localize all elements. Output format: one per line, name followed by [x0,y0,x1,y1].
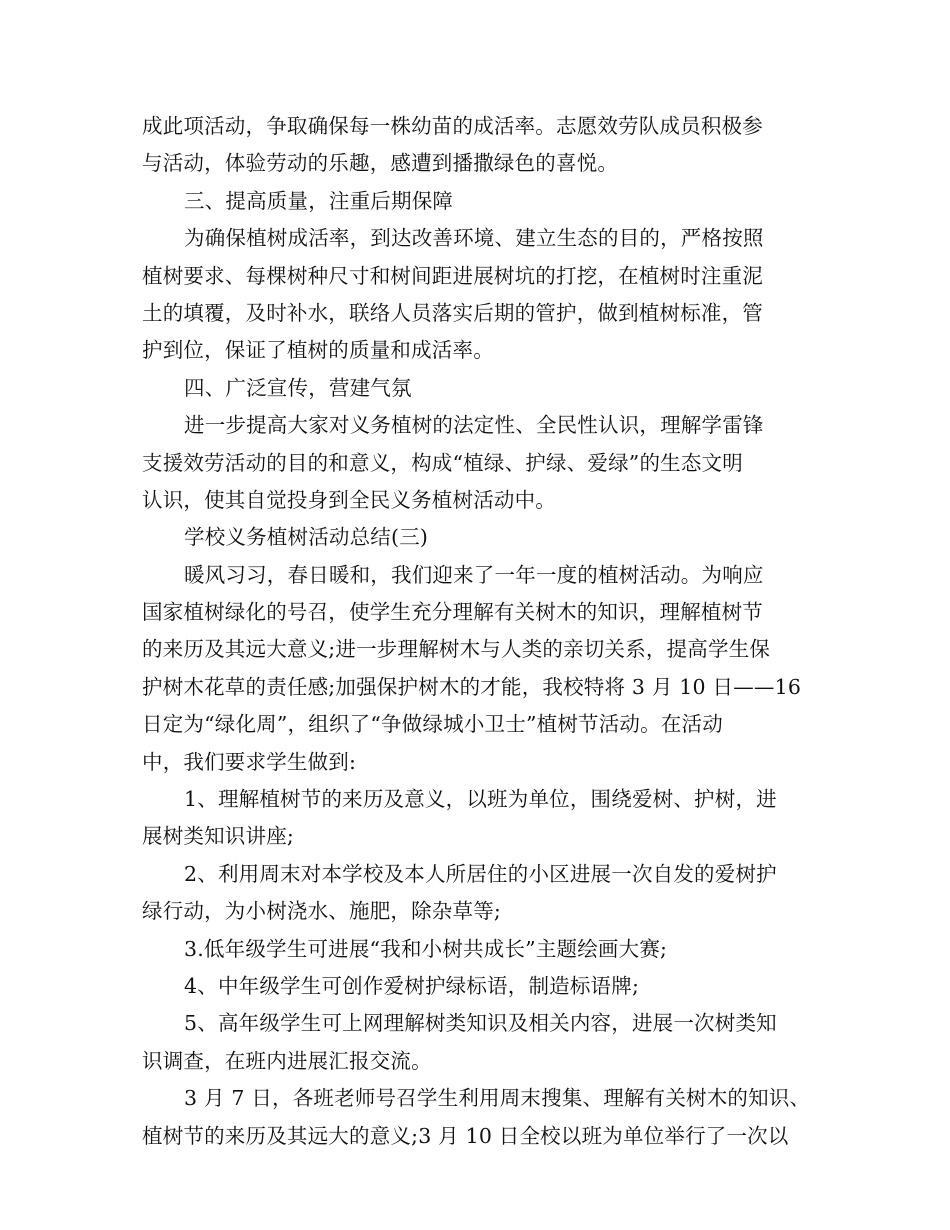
text-line: 1、理解植树节的来历及意义，以班为单位，围绕爱树、护树，进 [184,787,777,812]
text-line: 土的填覆，及时补水，联络人员落实后期的管护，做到植树标准，管 [142,300,763,325]
text-line: 植树节的来历及其远大的意义;3 月 10 日全校以班为单位举行了一次以 [142,1123,789,1148]
text-line: 植树要求、每棵树种尺寸和树间距进展树坑的打挖，在植树时注重泥 [142,263,763,288]
text-line: 成此项活动，争取确保每一株幼苗的成活率。志愿效劳队成员积极参 [142,114,763,138]
text-line: 3.低年级学生可进展“我和小树共成长”主题绘画大赛; [184,936,668,961]
text-line: 为确保植树成活率，到达改善环境、建立生态的目的，严格按照 [184,226,764,251]
text-line: 日定为“绿化周”，组织了“争做绿城小卫士”植树节活动。在活动 [142,712,723,737]
text-line: 三、提高质量，注重后期保障 [184,188,454,213]
text-line: 护到位，保证了植树的质量和成活率。 [142,338,494,363]
text-line: 识调查，在班内进展汇报交流。 [142,1048,432,1073]
text-line: 与活动，体验劳动的乐趣，感遭到播撒绿色的喜悦。 [142,151,619,176]
text-line: 护树木花草的责任感;加强保护树木的才能，我校特将 3 月 10 日——16 [142,674,802,699]
document-page [142,108,810,1155]
text-line: 5、高年级学生可上网理解树类知识及相关内容，进展一次树类知 [184,1011,777,1036]
text-line: 展树类知识讲座; [142,824,295,849]
text-line: 进一步提高大家对义务植树的法定性、全民性认识，理解学雷锋 [184,413,764,438]
text-line: 2、利用周末对本学校及本人所居住的小区进展一次自发的爱树护 [184,861,777,886]
text-line: 认识，使其自觉投身到全民义务植树活动中。 [142,487,556,512]
text-line: 四、广泛宣传，营建气氛 [184,375,412,400]
text-line: 4、中年级学生可创作爱树护绿标语，制造标语牌; [184,973,640,998]
text-line: 暖风习习，春日暖和，我们迎来了一年一度的植树活动。为响应 [184,562,764,587]
text-line: 的来历及其远大意义;进一步理解树木与人类的亲切关系，提高学生保 [142,637,771,662]
text-line: 绿行动，为小树浇水、施肥，除杂草等; [142,899,502,924]
text-line: 中，我们要求学生做到: [142,749,357,774]
text-line: 3 月 7 日，各班老师号召学生利用周末搜集、理解有关树木的知识、 [184,1086,811,1111]
text-line: 支援效劳活动的目的和意义，构成“植绿、护绿、爱绿”的生态文明 [142,450,743,475]
text-line: 国家植树绿化的号召，使学生充分理解有关树木的知识，理解植树节 [142,600,763,625]
text-line: 学校义务植树活动总结(三) [184,525,429,550]
